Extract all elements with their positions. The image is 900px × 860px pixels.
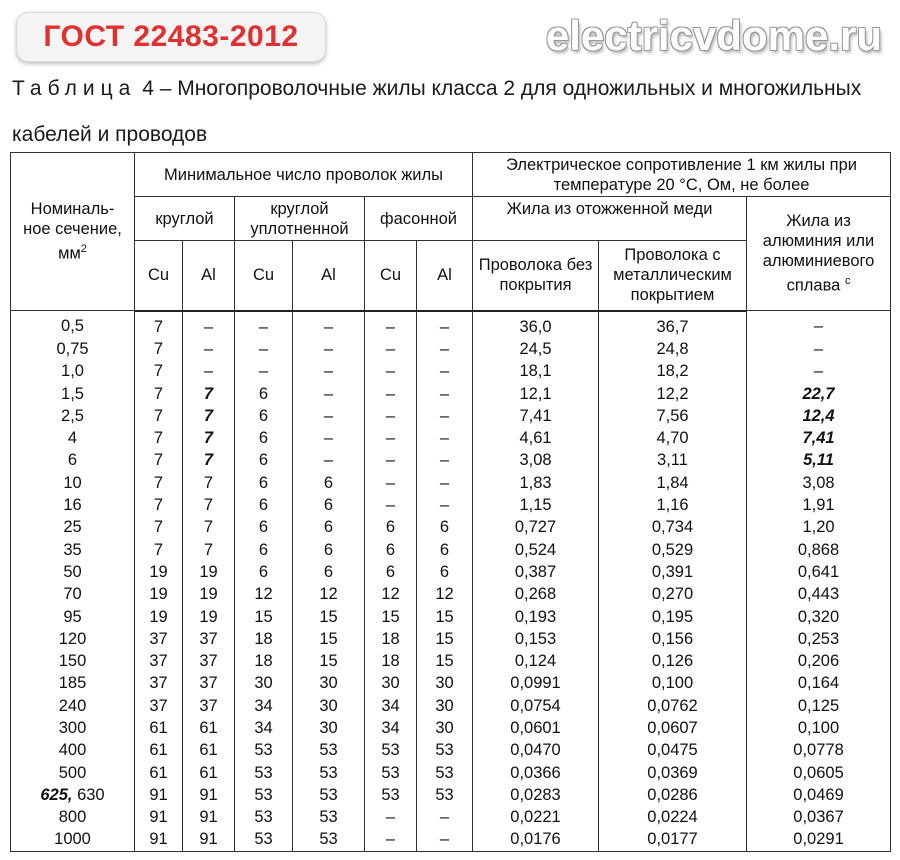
- cell-r-al: 7: [183, 494, 235, 516]
- table-row: [11, 784, 891, 806]
- cell-r-cu: 19: [135, 561, 183, 583]
- cell-coated: 0,0177: [599, 828, 747, 851]
- cell-r-cu: 37: [135, 650, 183, 672]
- cell-rc-al: 30: [293, 672, 365, 694]
- cell-r-al: 7: [183, 382, 235, 404]
- cell-bare: 0,0754: [473, 695, 599, 717]
- cell-coated: 1,84: [599, 472, 747, 494]
- cell-r-al: 19: [183, 583, 235, 605]
- cell-s-cu: 34: [365, 717, 417, 739]
- cell-r-cu: 91: [135, 806, 183, 828]
- cell-coated: 4,70: [599, 427, 747, 449]
- shaped-header: фасонной: [365, 197, 473, 241]
- resistance-header: Электрическое сопротивление 1 км жилы при температуре 20 °С, Ом, не более: [473, 153, 891, 197]
- cell-rc-al: –: [293, 427, 365, 449]
- cell-rc-cu: 6: [235, 516, 293, 538]
- cell-coated: 0,270: [599, 583, 747, 605]
- cell-size: 300: [11, 717, 135, 739]
- cell-s-cu: 12: [365, 583, 417, 605]
- cell-s-al: 15: [417, 628, 473, 650]
- cell-r-al: 91: [183, 806, 235, 828]
- table-row: [11, 695, 891, 717]
- cell-r-cu: 19: [135, 605, 183, 627]
- cell-rc-al: –: [293, 338, 365, 360]
- cell-coated: 7,56: [599, 405, 747, 427]
- cell-r-al: 37: [183, 628, 235, 650]
- cell-r-al: 61: [183, 739, 235, 761]
- cell-alu: –: [747, 338, 891, 360]
- cell-r-cu: 7: [135, 311, 183, 338]
- cell-rc-cu: 6: [235, 472, 293, 494]
- cell-bare: 0,0601: [473, 717, 599, 739]
- cell-coated: 0,0286: [599, 784, 747, 806]
- cell-coated: 0,0369: [599, 761, 747, 783]
- cell-rc-cu: 6: [235, 449, 293, 471]
- table-row: [11, 494, 891, 516]
- cell-bare: 0,387: [473, 561, 599, 583]
- table-row: [11, 472, 891, 494]
- cell-s-cu: –: [365, 311, 417, 338]
- cell-r-al: 19: [183, 561, 235, 583]
- cell-rc-al: 15: [293, 605, 365, 627]
- cell-alu: 0,0469: [747, 784, 891, 806]
- cell-r-cu: 7: [135, 405, 183, 427]
- cell-s-cu: –: [365, 405, 417, 427]
- cell-r-cu: 7: [135, 516, 183, 538]
- cell-r-cu: 7: [135, 360, 183, 382]
- cell-r-cu: 7: [135, 382, 183, 404]
- cell-bare: 24,5: [473, 338, 599, 360]
- cell-s-al: 53: [417, 784, 473, 806]
- cell-bare: 0,0366: [473, 761, 599, 783]
- cell-rc-al: 53: [293, 739, 365, 761]
- cell-s-cu: –: [365, 338, 417, 360]
- standard-badge: [16, 12, 326, 62]
- table-row: [11, 717, 891, 739]
- bare-wire-header: Проволока без покрытия: [473, 241, 599, 311]
- cell-s-al: –: [417, 828, 473, 851]
- table-row: [11, 311, 891, 338]
- cell-s-al: –: [417, 449, 473, 471]
- cell-rc-al: 30: [293, 717, 365, 739]
- cell-size: 185: [11, 672, 135, 694]
- cell-coated: 24,8: [599, 338, 747, 360]
- cell-r-cu: 7: [135, 427, 183, 449]
- cell-coated: 0,0224: [599, 806, 747, 828]
- min-wires-header: Минимальное число проволок жилы: [135, 153, 473, 197]
- cell-rc-cu: 6: [235, 382, 293, 404]
- cell-rc-cu: 34: [235, 695, 293, 717]
- cell-s-al: 15: [417, 605, 473, 627]
- cell-bare: 0,0283: [473, 784, 599, 806]
- table-caption: [12, 66, 892, 158]
- cell-size: 1,5: [11, 382, 135, 404]
- cell-s-al: –: [417, 472, 473, 494]
- cell-coated: 1,16: [599, 494, 747, 516]
- cell-alu: 0,868: [747, 538, 891, 560]
- table-row: [11, 628, 891, 650]
- cell-s-cu: –: [365, 806, 417, 828]
- cell-s-cu: –: [365, 472, 417, 494]
- cell-s-al: –: [417, 360, 473, 382]
- table-row: [11, 405, 891, 427]
- table-row: [11, 583, 891, 605]
- cell-s-al: 15: [417, 650, 473, 672]
- annealed-copper-header: Жила из отожженной меди: [473, 197, 747, 241]
- cell-r-al: –: [183, 360, 235, 382]
- cell-s-cu: 6: [365, 538, 417, 560]
- cell-alu: 0,0367: [747, 806, 891, 828]
- round-header: круглой: [135, 197, 235, 241]
- cell-rc-al: 6: [293, 472, 365, 494]
- cell-alu: 0,443: [747, 583, 891, 605]
- cell-r-cu: 37: [135, 695, 183, 717]
- shaped-cu-header: Cu: [365, 241, 417, 311]
- cell-s-al: –: [417, 338, 473, 360]
- cell-rc-cu: 18: [235, 650, 293, 672]
- cell-coated: 0,0607: [599, 717, 747, 739]
- cell-bare: 1,15: [473, 494, 599, 516]
- cell-bare: 0,153: [473, 628, 599, 650]
- cell-r-cu: 91: [135, 784, 183, 806]
- cell-bare: 0,524: [473, 538, 599, 560]
- cell-rc-al: 53: [293, 784, 365, 806]
- table-row: [11, 672, 891, 694]
- cell-alu: 0,125: [747, 695, 891, 717]
- cell-r-al: 37: [183, 672, 235, 694]
- cell-size: 800: [11, 806, 135, 828]
- cell-r-cu: 7: [135, 472, 183, 494]
- cell-alu: 0,164: [747, 672, 891, 694]
- table-row: [11, 806, 891, 828]
- cell-s-al: –: [417, 382, 473, 404]
- cell-alu: 5,11: [747, 449, 891, 471]
- cell-size: 0,5: [11, 311, 135, 338]
- cell-coated: 12,2: [599, 382, 747, 404]
- table-row: [11, 449, 891, 471]
- cell-bare: 12,1: [473, 382, 599, 404]
- cell-bare: 0,0470: [473, 739, 599, 761]
- cell-coated: 0,126: [599, 650, 747, 672]
- cell-r-al: 7: [183, 449, 235, 471]
- cell-alu: 0,0778: [747, 739, 891, 761]
- cell-r-al: 7: [183, 405, 235, 427]
- cell-r-cu: 19: [135, 583, 183, 605]
- cell-size: 1000: [11, 828, 135, 851]
- cell-r-cu: 91: [135, 828, 183, 851]
- cell-s-al: 53: [417, 739, 473, 761]
- cell-bare: 0,124: [473, 650, 599, 672]
- cell-rc-cu: 6: [235, 538, 293, 560]
- cell-rc-cu: 12: [235, 583, 293, 605]
- cell-size: 240: [11, 695, 135, 717]
- cell-size: 10: [11, 472, 135, 494]
- cell-coated: 18,2: [599, 360, 747, 382]
- cell-coated: 0,100: [599, 672, 747, 694]
- cell-rc-cu: 6: [235, 561, 293, 583]
- cell-coated: 0,391: [599, 561, 747, 583]
- cell-rc-al: 53: [293, 828, 365, 851]
- cell-r-al: 61: [183, 761, 235, 783]
- table-row: [11, 360, 891, 382]
- cell-rc-al: 12: [293, 583, 365, 605]
- round-cu-header: Cu: [135, 241, 183, 311]
- cell-bare: 0,727: [473, 516, 599, 538]
- cell-s-al: 12: [417, 583, 473, 605]
- cell-size: 25: [11, 516, 135, 538]
- cell-s-al: 30: [417, 695, 473, 717]
- cell-bare: 36,0: [473, 311, 599, 338]
- cell-s-al: 30: [417, 672, 473, 694]
- cell-r-cu: 7: [135, 449, 183, 471]
- nominal-section-header: Номиналь- ное сечение, $мм^2$: [11, 153, 135, 311]
- cell-alu: 0,253: [747, 628, 891, 650]
- table-row: [11, 516, 891, 538]
- cell-rc-cu: 53: [235, 828, 293, 851]
- cell-coated: 0,0762: [599, 695, 747, 717]
- cell-bare: 7,41: [473, 405, 599, 427]
- cell-rc-al: 6: [293, 561, 365, 583]
- table-row: [11, 761, 891, 783]
- conductor-table: [10, 152, 891, 852]
- cell-alu: 1,20: [747, 516, 891, 538]
- cell-coated: 0,734: [599, 516, 747, 538]
- cell-coated: 0,195: [599, 605, 747, 627]
- table-row: [11, 382, 891, 404]
- cell-rc-cu: 15: [235, 605, 293, 627]
- cell-size: 0,75: [11, 338, 135, 360]
- cell-r-cu: 7: [135, 338, 183, 360]
- table-row: [11, 427, 891, 449]
- cell-size: 150: [11, 650, 135, 672]
- cell-rc-cu: 6: [235, 405, 293, 427]
- cell-rc-cu: 34: [235, 717, 293, 739]
- cell-alu: 22,7: [747, 382, 891, 404]
- cell-rc-cu: 53: [235, 806, 293, 828]
- cell-r-al: 19: [183, 605, 235, 627]
- cell-r-al: 61: [183, 717, 235, 739]
- cell-r-cu: 7: [135, 494, 183, 516]
- cell-r-al: –: [183, 311, 235, 338]
- caption-text: 4 – Многопроволочные жилы класса 2 для одножильных и многожильных кабелей и проводов: [12, 77, 862, 146]
- cell-size: 400: [11, 739, 135, 761]
- cell-s-cu: 6: [365, 516, 417, 538]
- table-row: [11, 538, 891, 560]
- cell-s-cu: 34: [365, 695, 417, 717]
- cell-rc-al: 30: [293, 695, 365, 717]
- caption-label: Таблица: [12, 77, 137, 100]
- cell-rc-cu: –: [235, 360, 293, 382]
- cell-alu: 0,206: [747, 650, 891, 672]
- cell-rc-al: –: [293, 405, 365, 427]
- cell-r-al: 7: [183, 516, 235, 538]
- cell-size: 625, 630: [11, 784, 135, 806]
- cell-size: 95: [11, 605, 135, 627]
- cell-s-cu: 53: [365, 761, 417, 783]
- cell-r-al: 37: [183, 695, 235, 717]
- cell-rc-cu: 53: [235, 784, 293, 806]
- cell-bare: 0,0991: [473, 672, 599, 694]
- cell-coated: 36,7: [599, 311, 747, 338]
- cell-s-al: –: [417, 806, 473, 828]
- cell-rc-cu: 18: [235, 628, 293, 650]
- cell-s-cu: 18: [365, 650, 417, 672]
- cell-rc-al: –: [293, 311, 365, 338]
- cell-coated: 0,0475: [599, 739, 747, 761]
- cell-r-al: 7: [183, 472, 235, 494]
- round-compact-cu-header: Cu: [235, 241, 293, 311]
- round-al-header: Al: [183, 241, 235, 311]
- table-row: [11, 650, 891, 672]
- cell-rc-al: 15: [293, 650, 365, 672]
- table-row: [11, 561, 891, 583]
- cell-rc-cu: 30: [235, 672, 293, 694]
- cell-s-al: 30: [417, 717, 473, 739]
- cell-r-cu: 7: [135, 538, 183, 560]
- aluminium-header: Жила из алюминия или алюминиевого сплава $^с$: [747, 197, 891, 311]
- cell-size: 35: [11, 538, 135, 560]
- cell-rc-al: 53: [293, 806, 365, 828]
- cell-r-al: 91: [183, 828, 235, 851]
- cell-bare: 1,83: [473, 472, 599, 494]
- cell-rc-al: 6: [293, 538, 365, 560]
- cell-size: 1,0: [11, 360, 135, 382]
- cell-r-cu: 37: [135, 628, 183, 650]
- cell-rc-cu: –: [235, 338, 293, 360]
- cell-s-al: 6: [417, 516, 473, 538]
- cell-r-cu: 37: [135, 672, 183, 694]
- cell-bare: 4,61: [473, 427, 599, 449]
- cell-rc-al: –: [293, 382, 365, 404]
- cell-s-al: –: [417, 311, 473, 338]
- cell-rc-cu: –: [235, 311, 293, 338]
- cell-alu: 0,0291: [747, 828, 891, 851]
- shaped-al-header: Al: [417, 241, 473, 311]
- cell-r-al: 7: [183, 538, 235, 560]
- cell-r-al: 7: [183, 427, 235, 449]
- cell-alu: 1,91: [747, 494, 891, 516]
- cell-rc-cu: 6: [235, 427, 293, 449]
- round-compact-al-header: Al: [293, 241, 365, 311]
- cell-r-cu: 61: [135, 717, 183, 739]
- cell-s-al: –: [417, 405, 473, 427]
- table-row: [11, 739, 891, 761]
- cell-rc-al: –: [293, 449, 365, 471]
- cell-rc-al: 53: [293, 761, 365, 783]
- cell-r-al: –: [183, 338, 235, 360]
- cell-rc-al: –: [293, 360, 365, 382]
- cell-r-cu: 61: [135, 761, 183, 783]
- coated-wire-header: Проволока с металлическим покрытием: [599, 241, 747, 311]
- cell-size: 16: [11, 494, 135, 516]
- cell-rc-cu: 53: [235, 761, 293, 783]
- table-row: [11, 828, 891, 851]
- cell-size: 2,5: [11, 405, 135, 427]
- cell-bare: 0,193: [473, 605, 599, 627]
- cell-coated: 0,156: [599, 628, 747, 650]
- cell-bare: 0,0176: [473, 828, 599, 851]
- cell-alu: 7,41: [747, 427, 891, 449]
- cell-bare: 3,08: [473, 449, 599, 471]
- table-body: [11, 311, 891, 852]
- cell-size: 4: [11, 427, 135, 449]
- cell-rc-al: 6: [293, 494, 365, 516]
- cell-rc-al: 6: [293, 516, 365, 538]
- cell-r-al: 37: [183, 650, 235, 672]
- cell-bare: 0,268: [473, 583, 599, 605]
- cell-coated: 3,11: [599, 449, 747, 471]
- cell-size: 6: [11, 449, 135, 471]
- site-watermark: electricvdome.ru: [545, 12, 882, 59]
- cell-alu: 0,100: [747, 717, 891, 739]
- standard-title: ГОСТ 22483-2012: [43, 20, 299, 53]
- cell-coated: 0,529: [599, 538, 747, 560]
- cell-alu: 0,0605: [747, 761, 891, 783]
- cell-s-al: –: [417, 427, 473, 449]
- cell-rc-cu: 53: [235, 739, 293, 761]
- cell-size: 120: [11, 628, 135, 650]
- cell-alu: 12,4: [747, 405, 891, 427]
- table-row: [11, 338, 891, 360]
- table-header: [11, 153, 891, 311]
- cell-s-cu: 30: [365, 672, 417, 694]
- cell-s-cu: –: [365, 382, 417, 404]
- cell-size: 70: [11, 583, 135, 605]
- cell-rc-cu: 6: [235, 494, 293, 516]
- cell-s-al: 6: [417, 538, 473, 560]
- cell-s-al: 53: [417, 761, 473, 783]
- cell-size: 500: [11, 761, 135, 783]
- cell-s-cu: 53: [365, 784, 417, 806]
- cell-s-al: 6: [417, 561, 473, 583]
- cell-rc-al: 15: [293, 628, 365, 650]
- cell-alu: –: [747, 360, 891, 382]
- cell-s-cu: –: [365, 427, 417, 449]
- round-compact-header: круглой уплотненной: [235, 197, 365, 241]
- cell-alu: 0,641: [747, 561, 891, 583]
- cell-alu: 0,320: [747, 605, 891, 627]
- cell-r-cu: 61: [135, 739, 183, 761]
- cell-s-cu: –: [365, 449, 417, 471]
- cell-s-cu: –: [365, 828, 417, 851]
- cell-s-cu: 6: [365, 561, 417, 583]
- cell-s-cu: –: [365, 494, 417, 516]
- cell-s-cu: 15: [365, 605, 417, 627]
- cell-bare: 0,0221: [473, 806, 599, 828]
- cell-size: 50: [11, 561, 135, 583]
- cell-bare: 18,1: [473, 360, 599, 382]
- cell-s-cu: 18: [365, 628, 417, 650]
- cell-alu: –: [747, 311, 891, 338]
- cell-s-cu: –: [365, 360, 417, 382]
- cell-alu: 3,08: [747, 472, 891, 494]
- cell-s-cu: 53: [365, 739, 417, 761]
- cell-s-al: –: [417, 494, 473, 516]
- cell-r-al: 91: [183, 784, 235, 806]
- table-row: [11, 605, 891, 627]
